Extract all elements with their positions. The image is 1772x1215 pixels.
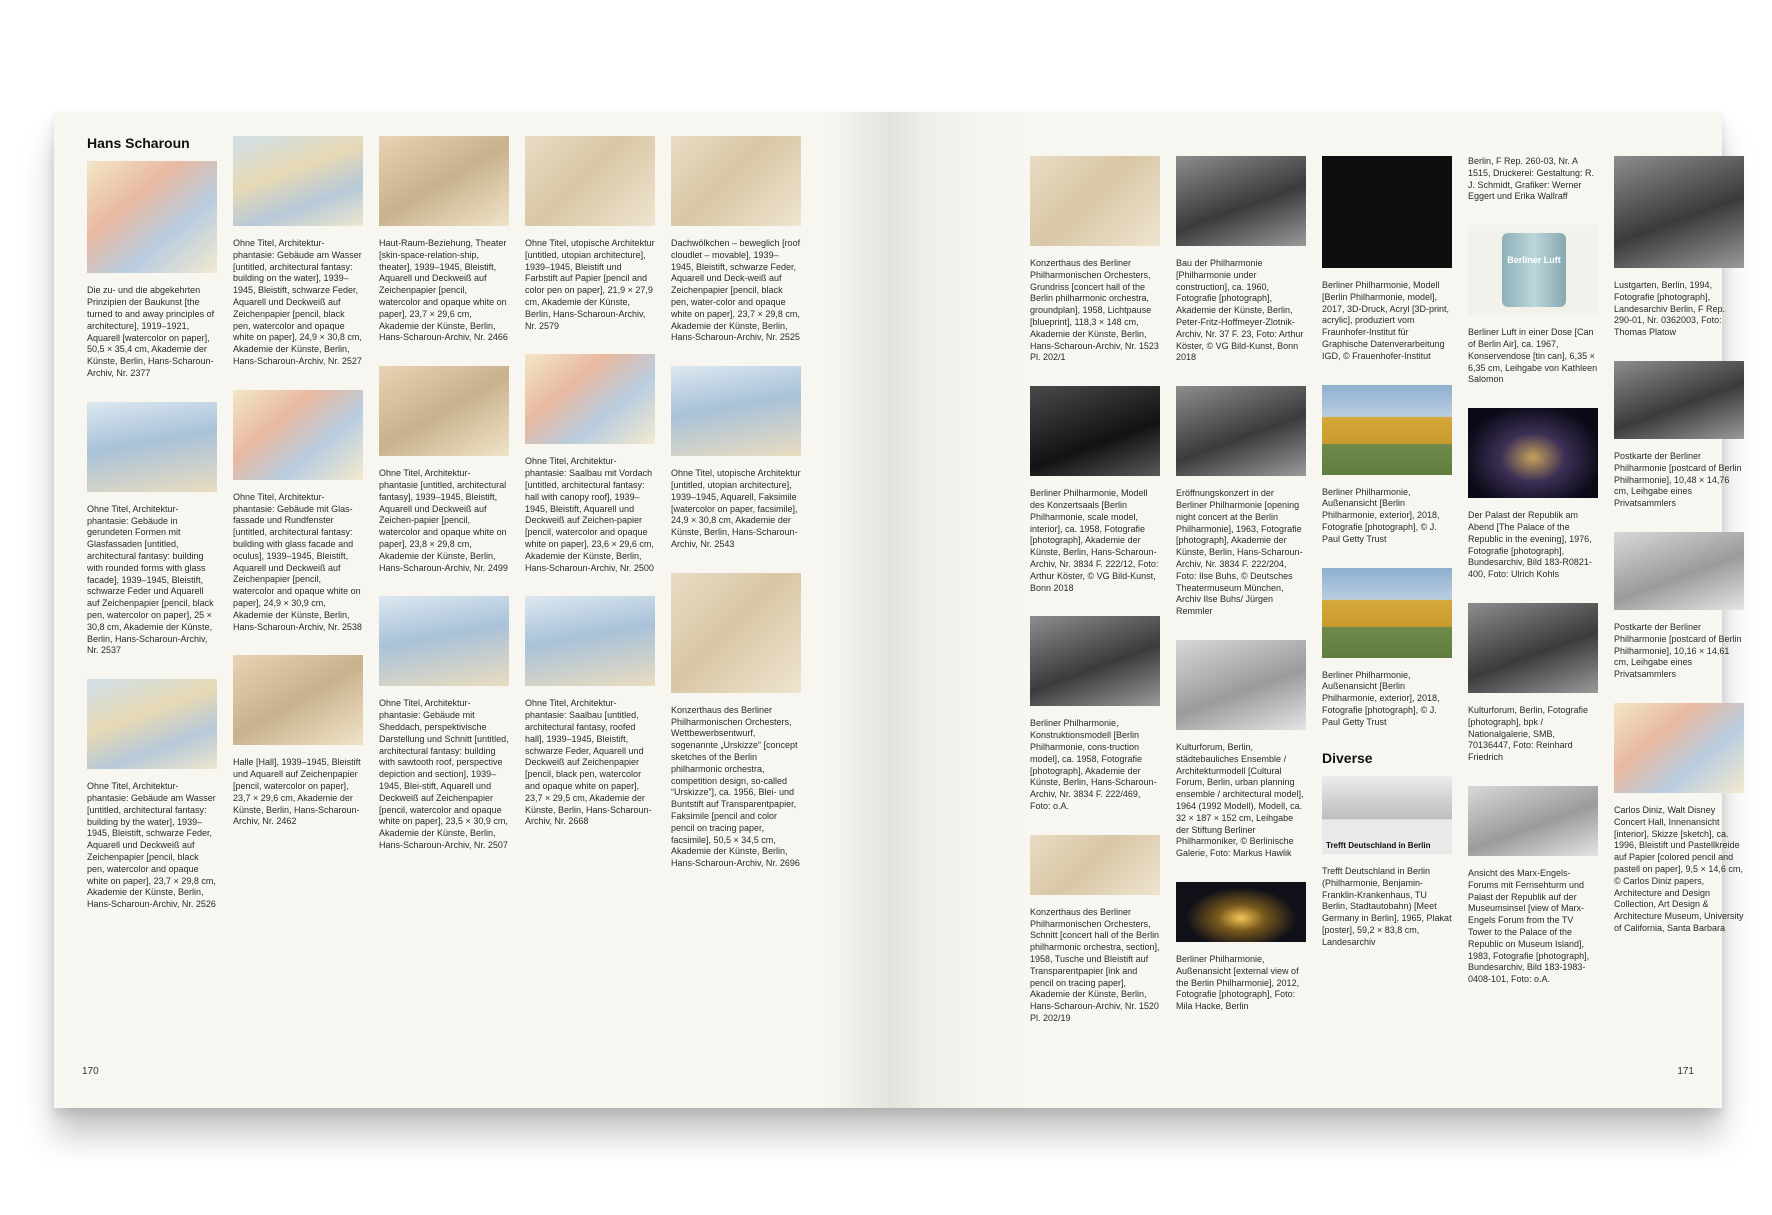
- can-label: Berliner Luft: [1507, 255, 1561, 266]
- artwork-caption: Berliner Philharmonie, Außenansicht [Berlin Philharmonie, exterior], 2018, Fotografie [photograph], © J. Paul Getty Trust: [1322, 669, 1440, 727]
- artwork-caption: Ansicht des Marx-Engels-Forums mit Fernsehturm und Palast der Republik auf der Museumsinsel [view of Marx-Engels Forum from the TV Tower to the Palace of the Republic on Museum Island], 1983, Fotografie [photograph], Bundesarchiv, Bild 183-1983-0408-101, Foto: o.A.: [1468, 867, 1590, 985]
- artwork-caption: Ohne Titel, utopische Architektur [untitled, utopian architecture], 1939–1945, Bleistift und Farbstift auf Papier [pencil and color pen on paper], 21,9 × 27,9 cm, Akademie der Künste, Berlin, Hans-Scharoun-Archiv, Nr. 2579: [525, 238, 655, 331]
- abstract-painting-icon: [87, 161, 217, 273]
- photo-icon: [1176, 156, 1306, 246]
- artwork-caption: Berliner Philharmonie, Außenansicht [external view of the Berlin Philharmonie], 2012, Fotografie [photograph], Foto: Mila Hacke, Berlin: [1176, 953, 1300, 1012]
- artwork-caption: Lustgarten, Berlin, 1994, Fotografie [photograph], Landesarchiv Berlin, F Rep. 290-01, Nr. 0362003, Foto: Thomas Platow: [1614, 280, 1726, 338]
- watercolor-icon: [671, 366, 801, 456]
- artwork-caption: Berliner Philharmonie, Konstruktionsmodell [Berlin Philharmonie, cons-truction model], ca. 1958, Fotografie [photograph], Akademie der Künste, Berlin, Hans-Scharoun-Archiv, Nr. 3834 F. 222/469, Foto: o.A.: [1030, 718, 1157, 811]
- artwork-caption: Berliner Philharmonie, Außenansicht [Berlin Philharmonie, exterior], 2018, Fotografie [photograph], © J. Paul Getty Trust: [1322, 486, 1440, 544]
- section-drawing-icon: [1030, 835, 1160, 895]
- artwork-caption: Konzerthaus des Berliner Philharmonischen Orchesters, Schnitt [concert hall of the Berlin philharmonic orchestra, section], 1958, Tusche und Bleistift auf Transparentpapier [ink and pencil on tracing paper], Akademie der Künste, Berlin, Hans-Scharoun-Archiv, Nr. 1520 Pl. 202/19: [1030, 906, 1160, 1023]
- photo-icon: [1468, 786, 1598, 856]
- watercolor-icon: [87, 402, 217, 492]
- catalog-column: [1468, 156, 1598, 1008]
- watercolor-icon: [379, 366, 509, 456]
- artwork-caption: Postkarte der Berliner Philharmonie [postcard of Berlin Philharmonie], 10,16 × 14,61 cm, Leihgabe eines Privatsammlers: [1614, 621, 1742, 680]
- photo-icon: [1468, 603, 1598, 693]
- poster-icon: [1322, 776, 1452, 854]
- page-number: 170: [82, 1066, 99, 1077]
- book-spread: [54, 112, 1744, 1108]
- postcard-icon: [1614, 361, 1744, 439]
- watercolor-icon: [671, 136, 801, 226]
- artwork-caption: Postkarte der Berliner Philharmonie [postcard of Berlin Philharmonie], 10,48 × 14,76 cm, Leihgabe eines Privatsammlers: [1614, 450, 1742, 509]
- photo-icon: [1468, 408, 1598, 498]
- floorplan-icon: [1030, 156, 1160, 246]
- watercolor-icon: [525, 354, 655, 444]
- artwork-caption: Berlin, F Rep. 260-03, Nr. A 1515, Druckerei: Gestaltung: R. J. Schmidt, Grafiker: Werner Eggert und Erika Wallraff: [1468, 156, 1595, 202]
- page-number: 171: [1677, 1066, 1694, 1077]
- photo-icon: [1176, 386, 1306, 476]
- page-left: [54, 112, 888, 1108]
- watercolor-icon: [87, 679, 217, 769]
- catalog-column: [1322, 156, 1452, 971]
- artwork-caption: Ohne Titel, utopische Architektur [untitled, utopian architecture], 1939–1945, Aquarell, Faksimile [watercolor on paper, facsimile], 24,9 × 30,8 cm, Akademie der Künste, Berlin, Hans-Scharoun-Archiv, Nr. 2543: [671, 468, 801, 549]
- catalog-column: [1030, 156, 1160, 1047]
- artwork-caption: Halle [Hall], 1939–1945, Bleistift und Aquarell auf Zeichenpapier [pencil, watercolor on paper], 23,7 × 29,6 cm, Akademie der Künste, Berlin, Hans-Scharoun-Archiv, Nr. 2462: [233, 757, 361, 827]
- watercolor-icon: [233, 390, 363, 480]
- photo-icon: [1176, 882, 1306, 942]
- 3d-model-icon: [1322, 156, 1452, 268]
- watercolor-icon: [233, 655, 363, 745]
- postcard-icon: [1614, 532, 1744, 610]
- photo-icon: [1176, 640, 1306, 730]
- photo-icon: [1614, 156, 1744, 268]
- artwork-caption: Ohne Titel, Architektur-phantasie: Saalbau mit Vordach [untitled, architectural fantasy: hall with canopy roof], 1939–1945, Bleistift, Aquarell und Deckweiß auf Zeichen-papier [pencil, watercolor and opaque white on paper], 23,6 × 29,6 cm, Akademie der Künste, Berlin, Hans-Scharoun-Archiv, Nr. 2500: [525, 456, 654, 573]
- artwork-caption: Ohne Titel, Architektur-phantasie: Gebäude in gerundeten Formen mit Glasfassaden [untitled, architectural fantasy: building with rounded forms with glass facade], 1939–1945, Bleistift, schwarze Feder und Aquarell auf Zeichenpapier [pencil, black pen, watercolor on paper], 25 × 30,8 cm, Akademie der Künste, Berlin, Hans-Scharoun-Archiv, Nr. 2537: [87, 503, 214, 656]
- poster-title: Trefft Deutschland in Berlin: [1326, 840, 1431, 850]
- photo-icon: [1322, 385, 1452, 475]
- section-heading: Diverse: [1322, 749, 1373, 766]
- artwork-caption: Ohne Titel, Architektur-phantasie: Gebäude mit Sheddach, perspektivische Darstellung und Schnitt [untitled, architectural fantasy: building with sawtooth roof, perspective depiction and section], 1939–1945, Blei-stift, Aquarell und Deckweiß auf Zeichenpapier [pencil, watercolor and opaque white on paper], 23,5 × 30,9 cm, Akademie der Künste, Berlin, Hans-Scharoun-Archiv, Nr. 2507: [379, 698, 509, 850]
- photo-icon: [1030, 616, 1160, 706]
- artwork-caption: Trefft Deutschland in Berlin (Philharmonie, Benjamin-Franklin-Krankenhaus, TU Berlin, Stadtautobahn) [Meet Germany in Berlin], 1965, Plakat [poster], 59,2 × 83,8 cm, Landesarchiv: [1322, 865, 1452, 947]
- artwork-caption: Eröffnungskonzert in der Berliner Philharmonie [opening night concert at the Berlin Philharmonie], 1963, Fotografie [photograph], Akademie der Künste, Berlin, Hans-Scharoun-Archiv, Nr. 3834 F. 222/204, Foto: Ilse Buhs, © Deutsches Theatermuseum München, Archiv Ilse Buhs/ Jürgen Remmler: [1176, 488, 1303, 617]
- sketch-icon: [1614, 703, 1744, 793]
- catalog-column: [379, 136, 509, 874]
- tin-can-icon: [1468, 225, 1598, 315]
- artwork-caption: Ohne Titel, Architektur-phantasie: Saalbau [untitled, architectural fantasy, roofed hall], 1939–1945, Bleistift, schwarze Feder, Aquarell und Deckweiß auf Zeichenpapier [pencil, black pen, watercolor and opaque white on paper], 23,7 × 29,5 cm, Akademie der Künste, Berlin, Hans-Scharoun-Archiv, Nr. 2668: [525, 698, 652, 827]
- catalog-column: [1614, 156, 1744, 957]
- catalog-column: [87, 136, 217, 933]
- artwork-caption: Berliner Luft in einer Dose [Can of Berlin Air], ca. 1967, Konservendose [tin can], 6,35 × 6,35 cm, Leihgabe von Kathleen Salomon: [1468, 327, 1598, 385]
- artwork-caption: Kulturforum, Berlin, Fotografie [photograph], bpk / Nationalgalerie, SMB, 70136447, Foto: Reinhard Friedrich: [1468, 704, 1589, 763]
- photo-icon: [1322, 568, 1452, 658]
- artwork-caption: Berliner Philharmonie, Modell [Berlin Philharmonie, model], 2017, 3D-Druck, Acryl [3D-print, acrylic], produziert vom Fraunhofer-Institut für Graphische Datenverarbeitung IGD, © Frauenhofer-Institut: [1322, 280, 1450, 361]
- artwork-caption: Dachwölkchen – beweglich [roof cloudlet – movable], 1939–1945, Bleistift, schwarze Feder, Aquarell und Deck-weiß auf Zeichenpapier [pencil, black pen, water-color and opaque white on paper], 23,7 × 29,8 cm, Akademie der Künste, Berlin, Hans-Scharoun-Archiv, Nr. 2525: [671, 238, 801, 343]
- sketch-icon: [671, 573, 801, 693]
- artwork-caption: Konzerthaus des Berliner Philharmonischen Orchesters, Grundriss [concert hall of the Berlin philharmonic orchestra, groundplan], 1958, Lichtpause [blueprint], 118,3 × 148 cm, Akademie der Künste, Berlin, Hans-Scharoun-Archiv, Nr. 1523 Pl. 202/1: [1030, 258, 1159, 363]
- artwork-caption: Bau der Philharmonie [Philharmonie under construction], ca. 1960, Fotografie [photograph], Akademie der Künste, Berlin, Peter-Fritz-Hoffmeyer-Zlotnik-Archiv, Nr. 37 F. 23, Foto: Arthur Köster, © VG Bild-Kunst, Bonn 2018: [1176, 258, 1304, 363]
- artwork-caption: Ohne Titel, Architektur-phantasie: Gebäude am Wasser [untitled, architectural fantasy: building on the water], 1939–1945, Bleistift, schwarze Feder, Aquarell und Deckweiß auf Zeichenpapier [pencil, black pen, watercolor and opaque white on paper], 24,9 × 30,8 cm, Akademie der Künste, Berlin, Hans-Scharoun-Archiv, Nr. 2527: [233, 238, 362, 366]
- artwork-caption: Die zu- und die abgekehrten Prinzipien der Baukunst [the turned to and away principles of architecture], 1919–1921, Aquarell [watercolor on paper], 50,5 × 35,4 cm, Akademie der Künste, Berlin, Hans-Scharoun-Archiv, Nr. 2377: [87, 285, 215, 378]
- watercolor-icon: [233, 136, 363, 226]
- artwork-caption: Ohne Titel, Architektur-phantasie: Gebäude am Wasser [untitled, architectural fantasy: building by the water], 1939–1945, Bleistift, schwarze Feder, Aquarell und Deckweiß auf Zeichenpapier [pencil, black pen, watercolor and opaque white on paper], 23,7 × 29,8 cm, Akademie der Künste, Berlin, Hans-Scharoun-Archiv, Nr. 2526: [87, 781, 216, 910]
- catalog-column: [525, 136, 655, 850]
- catalog-column: [233, 136, 363, 850]
- artwork-caption: Ohne Titel, Architektur-phantasie [untitled, architectural fantasy], 1939–1945, Bleistift, Aquarell und Deckweiß auf Zeichen-papier [pencil, watercolor and opaque white on paper], 23,8 × 29,8 cm, Akademie der Künste, Berlin, Hans-Scharoun-Archiv, Nr. 2499: [379, 468, 508, 573]
- artwork-caption: Konzerthaus des Berliner Philharmonischen Orchesters, Wettbewerbsentwurf, sogenannte „Urskizze“ [concept sketches of the Berlin philharmonic orchestra, competition design, so-called “Urskizze”], ca. 1956, Blei- und Buntstift auf Transparentpapier, Faksimile [pencil and color pencil on tracing paper, facsimile], 50,5 × 34,5 cm, Akademie der Künste, Berlin, Hans-Scharoun-Archiv, Nr. 2696: [671, 704, 800, 869]
- watercolor-icon: [379, 596, 509, 686]
- section-heading: Hans Scharoun: [87, 135, 190, 151]
- sketch-icon: [525, 136, 655, 226]
- artwork-caption: Berliner Philharmonie, Modell des Konzertsaals [Berlin Philharmonie, scale model, interior], ca. 1958, Fotografie [photograph], Akademie der Künste, Berlin, Hans-Scharoun-Archiv, Nr. 3834 F. 222/12, Foto: Arthur Köster, © VG Bild-Kunst, Bonn 2018: [1030, 488, 1159, 593]
- photo-icon: [1030, 386, 1160, 476]
- catalog-column: [671, 136, 801, 892]
- watercolor-icon: [525, 596, 655, 686]
- artwork-caption: Carlos Diniz, Walt Disney Concert Hall, Innenansicht [interior], Skizze [sketch], ca. 1996, Bleistift und Pastellkreide auf Papier [colored pencil and pastell on paper], 9,5 × 14,6 cm, © Carlos Diniz papers, Architecture and Design Collection, Art Design & Architecture Museum, University of California, Santa Barbara: [1614, 804, 1744, 933]
- page-right: [888, 112, 1744, 1108]
- catalog-column: [1176, 156, 1306, 1035]
- watercolor-icon: [379, 136, 509, 226]
- artwork-caption: Kulturforum, Berlin, städtebauliches Ensemble / Architekturmodell [Cultural Forum, Berlin, urban planning ensemble / architectural model], 1964 (1992 Modell), Modell, ca. 32 × 187 × 152 cm, Leihgabe der Stiftung Berliner Philharmoniker, © Berlinische Galerie, Foto: Markus Hawlik: [1176, 741, 1304, 859]
- artwork-caption: Haut-Raum-Beziehung, Theater [skin-space-relation-ship, theater], 1939–1945, Bleistift, Aquarell und Deckweiß auf Zeichenpapier [pencil, watercolor and opaque white on paper], 23,7 × 29,6 cm, Akademie der Künste, Berlin, Hans-Scharoun-Archiv, Nr. 2466: [379, 238, 508, 343]
- artwork-caption: Der Palast der Republik am Abend [The Palace of the Republic in the evening], 1976, Fotografie [photograph], Bundesarchiv, Bild 183-R0821-400, Foto: Ulrich Kohls: [1468, 510, 1592, 580]
- artwork-caption: Ohne Titel, Architektur-phantasie: Gebäude mit Glas-fassade und Rundfenster [untitled, architectural fantasy: building with glass facade and oculus], 1939–1945, Bleistift, Aquarell und Deckweiß auf Zeichenpapier [pencil, watercolor and opaque white on paper], 24,9 × 30,9 cm, Akademie der Künste, Berlin, Hans-Scharoun-Archiv, Nr. 2538: [233, 491, 362, 632]
